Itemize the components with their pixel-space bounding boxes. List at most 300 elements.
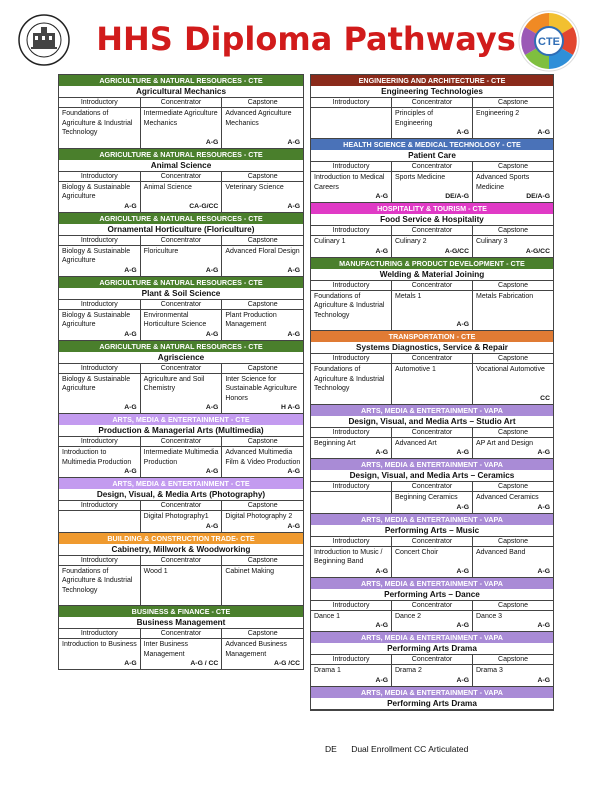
- column-header: Concentrator: [141, 236, 223, 245]
- column-header-row: [311, 226, 553, 236]
- course-name: Introduction to Business: [62, 641, 137, 648]
- column-header-row: [59, 556, 303, 566]
- course-name: Advanced Ceramics: [476, 494, 539, 501]
- program-title: Animal Science: [59, 160, 303, 172]
- course-name: Beginning Ceramics: [395, 494, 458, 501]
- column-header: Introductory: [311, 601, 392, 610]
- course-name: Introduction to Medical Careers: [314, 174, 385, 191]
- column-header: Concentrator: [141, 556, 223, 565]
- course-row: [311, 364, 553, 404]
- course-name: Metals Fabrication: [476, 292, 534, 300]
- course-name: Advanced Art: [395, 439, 437, 447]
- column-header: Capstone: [247, 630, 278, 637]
- course-row: [59, 246, 303, 276]
- right-pathway-column: [310, 74, 554, 711]
- course-grade-tag: A-G: [456, 676, 469, 684]
- course-grade-tag: A-G: [124, 404, 137, 411]
- program-title: Engineering Technologies: [311, 86, 553, 98]
- pathway-block: [58, 532, 304, 606]
- course-grade-tag: A-G: [456, 567, 469, 575]
- column-header-row: [311, 281, 553, 291]
- course-grade-tag: A-G: [205, 266, 219, 274]
- course-row: [59, 447, 303, 477]
- category-header: ENGINEERING AND ARCHITECTURE - CTE: [311, 75, 553, 86]
- course-name: Drama 3: [476, 667, 503, 674]
- column-header-row: [311, 655, 553, 665]
- course-grade-tag: A-G: [375, 193, 388, 200]
- course-grade-tag: A-G: [124, 202, 137, 210]
- column-header: Capstone: [247, 438, 278, 445]
- column-header-row: [59, 172, 303, 182]
- course-name: Intermediate Agriculture Mechanics: [143, 110, 218, 127]
- program-title: Performing Arts – Music: [311, 525, 553, 537]
- course-cell: [473, 364, 553, 404]
- program-title: Business Management: [59, 617, 303, 629]
- course-cell: [222, 310, 303, 340]
- course-row: [59, 511, 303, 532]
- program-title: Plant & Soil Science: [59, 288, 303, 300]
- course-cell: [222, 639, 303, 669]
- column-header: Capstone: [498, 281, 528, 289]
- pathway-block: [310, 257, 554, 331]
- course-name: AP Art and Design: [476, 439, 534, 447]
- column-header: Capstone: [247, 502, 278, 509]
- course-grade-tag: A-G: [537, 622, 550, 629]
- course-cell: [141, 374, 223, 414]
- column-header: Introductory: [59, 629, 141, 638]
- pathway-block: [58, 340, 304, 414]
- course-name: Biology & Sustainable Agriculture: [62, 375, 131, 392]
- pathway-block: [310, 202, 554, 257]
- column-header: Concentrator: [392, 281, 473, 290]
- category-header: HEALTH SCIENCE & MEDICAL TECHNOLOGY - CTE: [311, 139, 553, 150]
- course-cell: [311, 291, 392, 331]
- column-header: Concentrator: [141, 629, 223, 638]
- course-row: [311, 438, 553, 459]
- category-header: ARTS, MEDIA & ENTERTAINMENT - VAPA: [311, 632, 553, 643]
- course-name: Advanced Band: [476, 548, 526, 556]
- pathway-block: [310, 631, 554, 686]
- column-header: Introductory: [311, 98, 392, 107]
- column-header: Capstone: [498, 537, 528, 545]
- category-header: ARTS, MEDIA & ENTERTAINMENT - VAPA: [311, 405, 553, 416]
- course-row: [59, 374, 303, 414]
- course-name: Advanced Agriculture Mechanics: [225, 110, 292, 127]
- course-cell: [59, 310, 141, 340]
- course-cell: [392, 291, 473, 331]
- course-grade-tag: A-G: [537, 567, 550, 575]
- course-grade-tag: A-G: [205, 330, 219, 338]
- legend-text: Dual Enrollment CC Articulated: [351, 744, 469, 754]
- course-grade-tag: A-G: [375, 622, 388, 629]
- column-header: Concentrator: [392, 537, 473, 546]
- course-grade-tag: A-G: [205, 522, 219, 530]
- course-name: Cabinet Making: [225, 567, 274, 575]
- category-header: HOSPITALITY & TOURISM - CTE: [311, 203, 553, 214]
- course-cell: [59, 182, 141, 212]
- course-name: Floriculture: [143, 247, 179, 255]
- column-header: Introductory: [59, 501, 141, 510]
- category-header: AGRICULTURE & NATURAL RESOURCES - CTE: [59, 213, 303, 224]
- course-cell: [473, 172, 553, 202]
- column-header-row: [311, 601, 553, 611]
- category-header: AGRICULTURE & NATURAL RESOURCES - CTE: [59, 149, 303, 160]
- category-header: BUSINESS & FINANCE - CTE: [59, 606, 303, 617]
- column-header-row: [311, 537, 553, 547]
- course-row: [311, 172, 553, 202]
- course-cell: [392, 236, 473, 257]
- column-header-row: [59, 629, 303, 639]
- column-header-row: [311, 428, 553, 438]
- column-header-row: [59, 98, 303, 108]
- column-header-row: [59, 236, 303, 246]
- column-header: Introductory: [311, 655, 392, 664]
- column-header-row: [311, 482, 553, 492]
- course-cell: [59, 108, 141, 148]
- course-name: Digital Photography1: [143, 513, 209, 520]
- program-title: Production & Managerial Arts (Multimedia): [59, 425, 303, 437]
- column-header: Capstone: [498, 227, 528, 234]
- column-header: Capstone: [247, 300, 278, 308]
- pathway-block: [58, 74, 304, 148]
- column-header: Introductory: [59, 364, 141, 373]
- column-header: Concentrator: [392, 354, 473, 363]
- course-grade-tag: CA-G/CC: [189, 202, 219, 210]
- course-cell: [392, 364, 473, 404]
- category-header: AGRICULTURE & NATURAL RESOURCES - CTE: [59, 277, 303, 288]
- column-header: Introductory: [59, 172, 141, 181]
- category-header: ARTS, MEDIA & ENTERTAINMENT - VAPA: [311, 578, 553, 589]
- cte-logo-text: CTE: [538, 36, 560, 48]
- course-cell: [59, 374, 141, 414]
- course-grade-tag: A-G: [537, 129, 550, 136]
- column-header: Capstone: [247, 99, 278, 106]
- course-cell: [392, 665, 473, 686]
- column-header: Concentrator: [141, 364, 223, 373]
- column-header: Capstone: [247, 236, 278, 244]
- course-cell: [222, 566, 303, 606]
- pathway-block: [310, 513, 554, 577]
- course-name: Digital Photography 2: [225, 513, 293, 520]
- course-name: Introduction to Multimedia Production: [62, 449, 132, 466]
- course-cell: [59, 566, 141, 606]
- pathway-block: [310, 686, 554, 711]
- course-cell: [473, 291, 553, 331]
- column-header-row: [59, 501, 303, 511]
- program-title: Food Service & Hospitality: [311, 214, 553, 226]
- course-name: Foundations of Agriculture & Industrial Technology: [314, 366, 385, 392]
- course-cell: [311, 547, 392, 577]
- course-name: Beginning Art: [314, 439, 356, 447]
- legend-abbrev: DE: [325, 744, 337, 754]
- course-name: Automotive 1: [395, 366, 436, 373]
- course-cell: [59, 511, 141, 532]
- course-name: Wood 1: [143, 567, 168, 575]
- course-name: Drama 1: [314, 667, 341, 674]
- course-cell: [473, 611, 553, 632]
- course-row: [59, 108, 303, 148]
- course-cell: [473, 108, 553, 138]
- course-name: Veterinary Science: [225, 183, 284, 191]
- category-header: AGRICULTURE & NATURAL RESOURCES - CTE: [59, 75, 303, 86]
- program-title: Welding & Material Joining: [311, 269, 553, 281]
- course-name: Advanced Sports Medicine: [476, 174, 530, 191]
- course-grade-tag: A-G /CC: [273, 660, 301, 667]
- course-cell: [473, 547, 553, 577]
- course-grade-tag: A-G: [375, 449, 388, 456]
- column-header: Introductory: [311, 226, 392, 235]
- course-row: [311, 236, 553, 257]
- column-header: Concentrator: [392, 482, 473, 491]
- course-grade-tag: A-G: [287, 522, 301, 530]
- category-header: ARTS, MEDIA & ENTERTAINMENT - VAPA: [311, 459, 553, 470]
- course-cell: [311, 236, 392, 257]
- column-header: Capstone: [498, 601, 528, 609]
- pathway-block: [58, 212, 304, 276]
- column-header: Concentrator: [141, 98, 223, 107]
- category-header: MANUFACTURING & PRODUCT DEVELOPMENT - CTE: [311, 258, 553, 269]
- course-grade-tag: A-G: [124, 266, 137, 274]
- pathway-block: [310, 138, 554, 202]
- pathway-block: [310, 74, 554, 138]
- course-row: [59, 182, 303, 212]
- course-grade-tag: A-G: [287, 468, 301, 475]
- course-row: [59, 566, 303, 606]
- course-grade-tag: A-G: [456, 449, 469, 456]
- course-name: Biology & Sustainable Agriculture: [62, 311, 131, 328]
- course-cell: [141, 511, 223, 532]
- column-header-row: [59, 364, 303, 374]
- course-cell: [222, 447, 303, 477]
- course-cell: [222, 108, 303, 148]
- course-name: Culinary 2: [395, 238, 427, 245]
- program-title: Agricultural Mechanics: [59, 86, 303, 98]
- course-cell: [473, 492, 553, 513]
- course-grade-tag: A-G: [456, 622, 469, 629]
- column-header: Introductory: [59, 98, 141, 107]
- column-header-row: [311, 98, 553, 108]
- course-cell: [311, 438, 392, 459]
- course-cell: [392, 172, 473, 202]
- course-grade-tag: A-G: [375, 567, 388, 575]
- course-name: Dance 2: [395, 612, 422, 620]
- course-cell: [311, 665, 392, 686]
- course-name: Foundations of Agriculture & Industrial Technology: [62, 110, 133, 136]
- column-header: Concentrator: [392, 226, 473, 235]
- course-grade-tag: DE/A-G: [445, 193, 469, 200]
- pathway-block: [310, 577, 554, 632]
- course-name: Principles of Engineering: [395, 110, 434, 127]
- column-header: Capstone: [498, 483, 528, 490]
- column-header: Introductory: [311, 281, 392, 290]
- course-grade-tag: A-G: [375, 247, 388, 255]
- course-grade-tag: CC: [540, 394, 550, 402]
- column-header-row: [311, 354, 553, 364]
- column-header: Concentrator: [141, 437, 223, 446]
- column-header-row: [59, 437, 303, 447]
- program-title: Performing Arts – Dance: [311, 589, 553, 601]
- course-row: [59, 310, 303, 340]
- category-header: ARTS, MEDIA & ENTERTAINMENT - VAPA: [311, 514, 553, 525]
- column-header: Capstone: [498, 163, 528, 170]
- course-name: Engineering 2: [476, 110, 520, 117]
- course-cell: [141, 182, 223, 212]
- course-cell: [59, 639, 141, 669]
- course-name: Plant Production Management: [225, 311, 277, 328]
- program-title: Design, Visual, and Media Arts – Studio Art: [311, 416, 553, 428]
- course-cell: [222, 246, 303, 276]
- course-cell: [222, 182, 303, 212]
- column-header: Capstone: [498, 428, 528, 436]
- course-name: Culinary 3: [476, 238, 508, 245]
- pathway-block: [58, 413, 304, 477]
- course-grade-tag: A-G/CC: [525, 247, 550, 255]
- course-row: [311, 492, 553, 513]
- course-cell: [473, 236, 553, 257]
- course-row: [311, 611, 553, 632]
- course-row: [311, 108, 553, 138]
- course-cell: [392, 547, 473, 577]
- column-header: Capstone: [498, 99, 528, 106]
- column-header: Capstone: [498, 656, 528, 663]
- course-grade-tag: A-G: [537, 503, 550, 511]
- course-name: Drama 2: [395, 667, 422, 674]
- course-grade-tag: A-G: [287, 202, 301, 210]
- column-header: Concentrator: [392, 655, 473, 664]
- course-grade-tag: A-G/CC: [444, 247, 469, 255]
- legend: [325, 744, 480, 754]
- course-cell: [311, 172, 392, 202]
- program-title: Systems Diagnostics, Service & Repair: [311, 342, 553, 354]
- program-title: Cabinetry, Millwork & Woodworking: [59, 544, 303, 556]
- category-header: ARTS, MEDIA & ENTERTAINMENT - CTE: [59, 414, 303, 425]
- course-name: Vocational Automotive: [476, 366, 545, 373]
- course-name: Animal Science: [143, 183, 192, 191]
- course-grade-tag: A-G: [456, 129, 469, 136]
- course-grade-tag: A-G: [537, 676, 550, 684]
- course-name: Sports Medicine: [395, 174, 446, 181]
- course-grade-tag: A-G / CC: [190, 660, 219, 667]
- course-name: Foundations of Agriculture & Industrial Technology: [62, 567, 133, 594]
- course-row: [59, 639, 303, 669]
- course-name: Agriculture and Soil Chemistry: [143, 375, 205, 392]
- course-row: [311, 665, 553, 686]
- course-name: Advanced Business Management: [225, 641, 287, 658]
- course-cell: [141, 447, 223, 477]
- left-pathway-column: [58, 74, 304, 670]
- course-name: Foundations of Agriculture & Industrial Technology: [314, 292, 385, 319]
- page-title: HHS Diploma Pathways: [96, 20, 516, 58]
- column-header: Introductory: [311, 428, 392, 437]
- program-title: Design, Visual, and Media Arts – Ceramics: [311, 470, 553, 482]
- category-header: ARTS, MEDIA & ENTERTAINMENT - VAPA: [311, 687, 553, 698]
- course-name: Advanced Multimedia Film & Video Production: [225, 449, 301, 466]
- course-cell: [392, 611, 473, 632]
- column-header: Concentrator: [141, 172, 223, 181]
- course-row: [311, 547, 553, 577]
- course-name: Intermediate Multimedia Production: [143, 449, 219, 466]
- program-title: Ornamental Horticulture (Floriculture): [59, 224, 303, 236]
- column-header: Introductory: [311, 162, 392, 171]
- column-header: Capstone: [247, 364, 278, 372]
- pathway-block: [58, 148, 304, 212]
- course-cell: [392, 438, 473, 459]
- course-cell: [222, 374, 303, 414]
- column-header: Concentrator: [392, 98, 473, 107]
- pathway-block: [310, 458, 554, 513]
- column-header: Capstone: [247, 172, 278, 180]
- course-grade-tag: A-G: [456, 321, 469, 328]
- column-header: Concentrator: [392, 601, 473, 610]
- course-grade-tag: DE/A-G: [526, 193, 550, 200]
- course-name: Dance 1: [314, 612, 341, 620]
- course-name: Dance 3: [476, 612, 503, 620]
- course-cell: [473, 438, 553, 459]
- category-header: BUILDING & CONSTRUCTION TRADE- CTE: [59, 533, 303, 544]
- course-name: Biology & Sustainable Agriculture: [62, 183, 131, 200]
- column-header: Introductory: [59, 300, 141, 309]
- category-header: AGRICULTURE & NATURAL RESOURCES - CTE: [59, 341, 303, 352]
- course-cell: [141, 310, 223, 340]
- course-grade-tag: A-G: [287, 138, 301, 146]
- column-header: Concentrator: [392, 162, 473, 171]
- course-name: Concert Choir: [395, 548, 439, 556]
- course-grade-tag: A-G: [124, 468, 137, 475]
- column-header: Introductory: [59, 437, 141, 446]
- pathway-block: [310, 404, 554, 459]
- course-cell: [311, 364, 392, 404]
- course-grade-tag: A-G: [205, 468, 219, 475]
- pathway-block: [58, 276, 304, 340]
- course-cell: [473, 665, 553, 686]
- course-grade-tag: A-G: [537, 449, 550, 456]
- program-title: Design, Visual, & Media Arts (Photography): [59, 489, 303, 501]
- column-header: Capstone: [247, 556, 278, 564]
- column-header: Concentrator: [141, 501, 223, 510]
- category-header: TRANSPORTATION - CTE: [311, 331, 553, 342]
- course-grade-tag: A-G: [456, 503, 469, 511]
- column-header: Concentrator: [141, 300, 223, 309]
- category-header: ARTS, MEDIA & ENTERTAINMENT - CTE: [59, 478, 303, 489]
- program-title: Agriscience: [59, 352, 303, 364]
- course-grade-tag: A-G: [287, 266, 301, 274]
- course-cell: [141, 639, 223, 669]
- course-name: Inter Science for Sustainable Agriculture Honors: [225, 375, 297, 402]
- cte-puzzle-logo-icon: [518, 10, 580, 72]
- column-header: Introductory: [311, 482, 392, 491]
- course-grade-tag: A-G: [375, 676, 388, 684]
- column-header: Capstone: [498, 355, 528, 362]
- course-name: Culinary 1: [314, 238, 346, 245]
- page-header: [0, 0, 612, 74]
- column-header-row: [59, 300, 303, 310]
- course-cell: [222, 511, 303, 532]
- pathway-block: [58, 477, 304, 532]
- course-cell: [392, 108, 473, 138]
- column-header: Introductory: [311, 354, 392, 363]
- course-cell: [59, 447, 141, 477]
- course-name: Metals 1: [395, 292, 422, 300]
- pathway-block: [310, 330, 554, 404]
- column-header: Introductory: [59, 236, 141, 245]
- course-name: Environmental Horticulture Science: [143, 311, 207, 328]
- course-cell: [392, 492, 473, 513]
- course-cell: [311, 108, 392, 138]
- course-row: [311, 291, 553, 331]
- pathway-block: [58, 605, 304, 670]
- column-header: Introductory: [59, 556, 141, 565]
- course-cell: [59, 246, 141, 276]
